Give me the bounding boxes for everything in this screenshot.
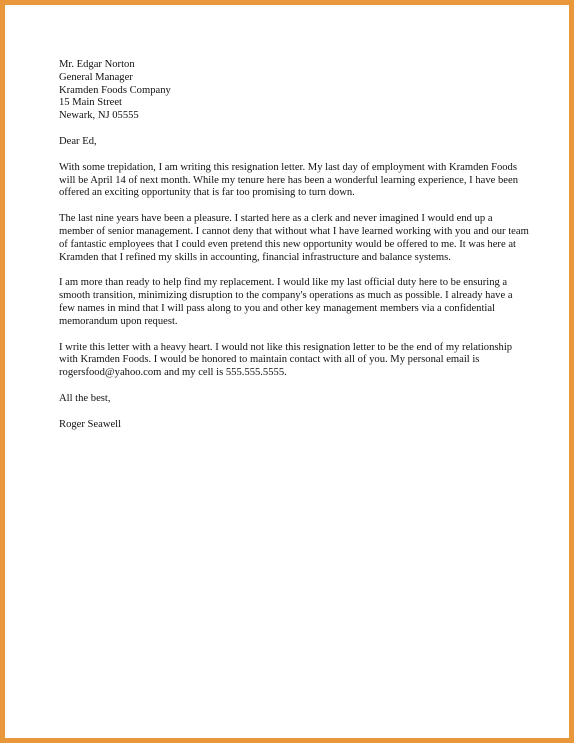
recipient-name: Mr. Edgar Norton — [59, 59, 135, 70]
closing: All the best, — [59, 392, 111, 404]
salutation: Dear Ed, — [59, 135, 97, 147]
body-paragraph-3 — [59, 277, 529, 328]
body-paragraph-2 — [59, 213, 529, 264]
body-paragraph-text: I am more than ready to help find my replacement. I would like my last official duty here to be ensuring a smooth transition, minimizing disruption to the company's operations as much as possible. I already have a few names in mind that I will pass along to you and other key management members via a confidential memorandum upon request. — [59, 277, 513, 327]
recipient-address — [59, 59, 529, 123]
resignation-letter — [59, 59, 529, 432]
body-paragraph-text: With some trepidation, I am writing this resignation letter. My last day of employment with Kramden Foods will be April 14 of next month. While my tenure here has been a wonderful learning experience, I have been offered an exciting opportunity that is far too promising to turn down. — [59, 161, 518, 199]
body-paragraph-text: I write this letter with a heavy heart. I would not like this resignation letter to be the end of my relationship with Kramden Foods. I would be honored to maintain contact with all of you. My personal email is rogersfood@yahoo.com and my cell is 555.555.5555. — [59, 341, 513, 379]
recipient-city-state-zip: Newark, NJ 05555 — [59, 110, 139, 122]
body-paragraph-4 — [59, 342, 529, 380]
signature-name: Roger Seawell — [59, 418, 122, 430]
recipient-street: 15 Main Street — [59, 97, 122, 109]
recipient-company: Kramden Foods Company — [59, 84, 171, 96]
recipient-title: General Manager — [59, 71, 133, 83]
body-paragraph-1 — [59, 162, 529, 200]
body-paragraph-text: The last nine years have been a pleasure. I started here as a clerk and never imagined I would end up a member of senior management. I cannot deny that without what I have learned working with you and our team of fantastic employees that I could even pretend this new opportunity would be offered to me. It was here at Kramden that I refined my skills in accounting, financial infrastructure and balance systems. — [59, 213, 529, 263]
